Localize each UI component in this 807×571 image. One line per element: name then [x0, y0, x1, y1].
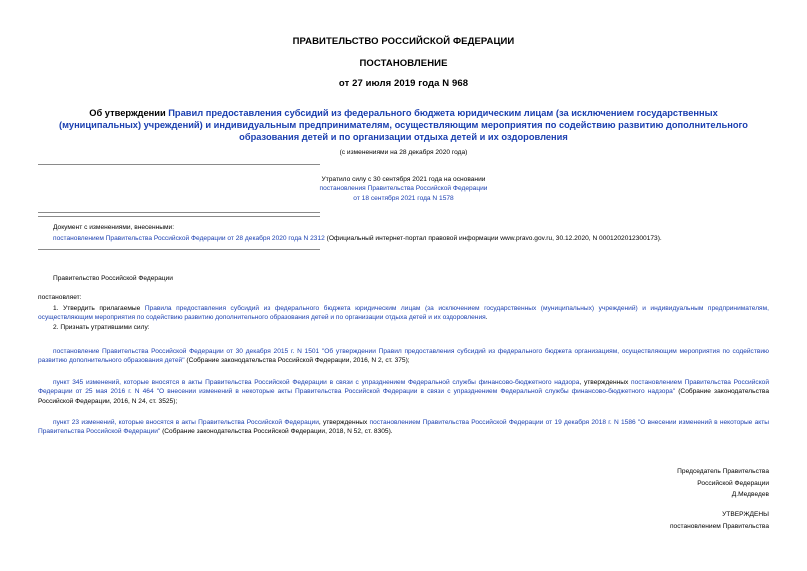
expiry-text: Утратило силу с 30 сентября 2021 года на основании — [321, 176, 486, 183]
approved-block — [670, 509, 769, 532]
document-title — [48, 107, 759, 143]
item-1 — [38, 304, 769, 323]
item-1-suffix: . — [485, 314, 488, 322]
changes-source: (Официальный интернет-портал правовой информации www.pravo.gov.ru, 30.12.2020, N 0001202012300173). — [324, 235, 662, 243]
divider — [38, 249, 320, 250]
document-date-number: от 27 июля 2019 года N 968 — [338, 78, 469, 89]
repealed-3-link[interactable]: пункт 23 изменений, которые вносятся в акты Правительства Российской Федерации — [53, 419, 319, 426]
repealed-1-link[interactable]: постановление Правительства Российской Федерации от 30 декабря 2015 г. N 1501 "Об утверждении Правил предоставления субсидий из федерального бюджета организациям, осуществляющим мероприятия по содействию развитию дополнительного образования детей" — [38, 348, 769, 365]
repealed-item-1 — [38, 347, 769, 366]
divider — [38, 164, 320, 165]
repealed-2-mid: , утвержденных — [579, 379, 632, 386]
title-prefix: Об утверждении — [89, 108, 169, 118]
expiry-notice — [0, 175, 807, 203]
item-1-rules-link[interactable]: Правила предоставления субсидий из федерального бюджета юридическим лицам (за исключением государственных (муниципальных) учреждений) и индивидуальным предпринимателям, осуществляющим мероприятия по содействию развитию дополнительного образования детей и по организации отдыха детей и их оздоровления — [38, 305, 769, 322]
signature-country: Российской Федерации — [697, 479, 769, 487]
expiry-link-line2[interactable]: от 18 сентября 2021 года N 1578 — [353, 194, 454, 202]
repealed-2-link[interactable]: пункт 345 изменений, которые вносятся в акты Правительства Российской Федерации в связи с упразднением Федеральной службы финансово-бюджетного надзора — [53, 379, 580, 386]
repealed-item-3 — [38, 418, 769, 437]
divider — [38, 216, 320, 217]
divider — [38, 212, 320, 213]
government-heading: ПРАВИТЕЛЬСТВО РОССИЙСКОЙ ФЕДЕРАЦИИ — [292, 36, 515, 47]
repealed-item-2 — [38, 378, 769, 406]
approved-label: УТВЕРЖДЕНЫ — [722, 511, 769, 518]
changes-block — [53, 223, 773, 244]
repealed-3-mid: , утвержденных — [318, 419, 370, 426]
expiry-link-line1[interactable]: постановления Правительства Российской Федерации — [319, 185, 488, 193]
decrees-word: постановляет: — [38, 294, 82, 301]
changes-line — [53, 234, 773, 243]
repealed-2-suffix: (Собрание законодательства Российской Федерации, 2016, N 24, ст. 3525); — [38, 388, 769, 405]
repealed-3-decree-link[interactable]: постановлением Правительства Российской Федерации от 19 декабря 2018 г. N 1586 "О внесении изменений в некоторые акты Правительства Российской Федерации" — [38, 419, 769, 436]
document-type: ПОСТАНОВЛЕНИЕ — [359, 58, 448, 69]
signature-block — [677, 466, 769, 501]
changes-label: Документ с изменениями, внесенными: — [53, 224, 175, 231]
repealed-2-decree-link[interactable]: постановлением Правительства Российской Федерации от 25 мая 2016 г. N 464 "О внесении изменений в некоторые акты Правительства Российской Федерации в связи с упразднением Федеральной службы финансово-бюджетного надзора" — [38, 379, 770, 396]
repealed-3-suffix: (Собрание законодательства Российской Федерации, 2018, N 52, ст. 8305). — [160, 428, 393, 436]
issuer: Правительство Российской Федерации — [53, 275, 173, 282]
item-2: 2. Признать утратившими силу: — [53, 324, 150, 331]
amendment-note: (с изменениями на 28 декабря 2020 года) — [339, 149, 468, 156]
title-rules-link[interactable]: Правил предоставления субсидий из федерального бюджета юридическим лицам (за исключением государственных (муниципальных) учреждений) и индивидуальным предпринимателям, осуществляющим мероприятия по содействию развитию дополнительного образования детей и по организации отдыха детей и их оздоровления — [59, 108, 748, 142]
signature-position: Председатель Правительства — [677, 468, 769, 475]
repealed-1-suffix: (Собрание законодательства Российской Федерации, 2016, N 2, ст. 375); — [184, 357, 410, 365]
changes-decree-link[interactable]: постановлением Правительства Российской Федерации от 28 декабря 2020 года N 2312 — [53, 235, 325, 243]
item-1-prefix: 1. Утвердить прилагаемые — [53, 305, 145, 312]
approved-by: постановлением Правительства — [669, 522, 769, 530]
signature-name: Д.Медведев — [731, 491, 769, 498]
